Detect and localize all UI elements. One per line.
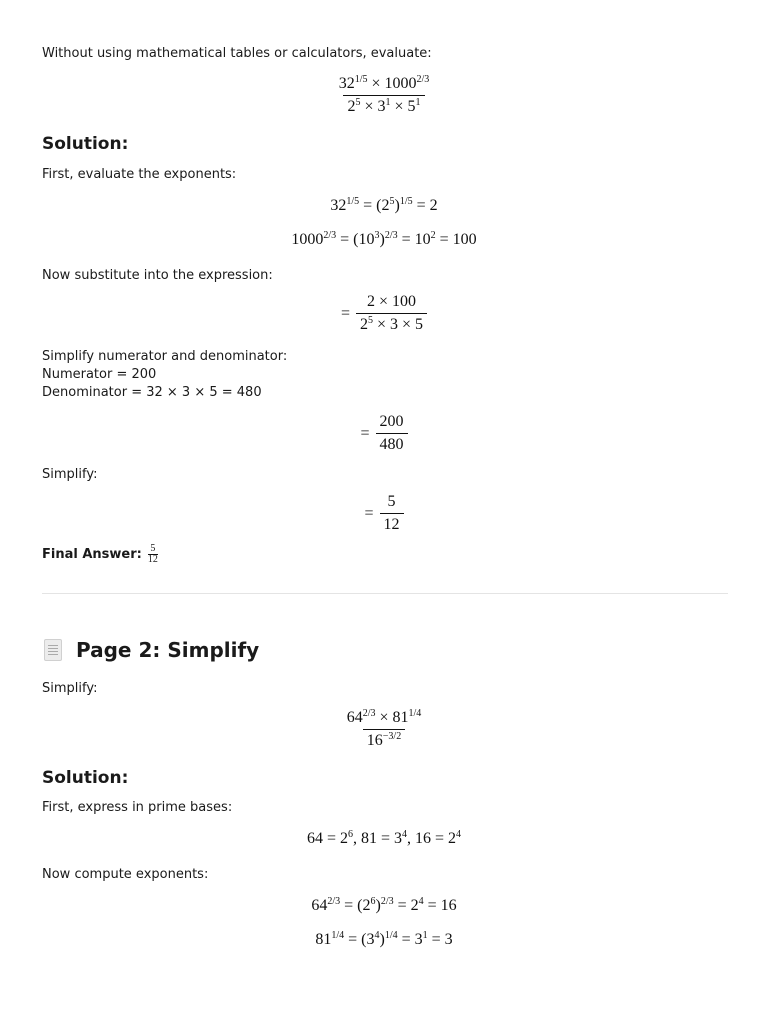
final-answer-numerator: 5 bbox=[150, 543, 156, 554]
fraction-numerator: 5 bbox=[387, 493, 396, 510]
document-icon bbox=[44, 639, 62, 661]
step-simplify-parts: Simplify numerator and denominator: bbox=[42, 349, 288, 364]
substituted-numerator: 2 × 100 bbox=[366, 293, 417, 310]
final-answer bbox=[42, 544, 158, 565]
equation-1000-power: $1000^{2/3} = (10^3)^{2/3} = 10^2 = 100$ bbox=[291, 230, 477, 248]
page-2-step-compute: Now compute exponents: bbox=[42, 867, 209, 882]
page-2-prompt: Simplify: bbox=[42, 681, 98, 696]
problem-intro: Without using mathematical tables or calculators, evaluate: bbox=[42, 46, 432, 61]
solution-heading: Solution: bbox=[42, 134, 129, 154]
problem-1-numerator: $32^{1/5} \times 1000^{2/3}$ bbox=[338, 74, 430, 92]
fraction-200-480 bbox=[0, 413, 768, 454]
page-2-heading bbox=[44, 638, 259, 662]
equation-64-power: $64^{2/3} = (2^6)^{2/3} = 2^4 = 16$ bbox=[311, 896, 457, 914]
step-simplify: Simplify: bbox=[42, 467, 98, 482]
problem-1-denominator: $2^5 \times 3^1 \times 5^1$ bbox=[343, 95, 424, 116]
step-substitute: Now substitute into the expression: bbox=[42, 268, 273, 283]
equation-32-power: $32^{1/5} = (2^5)^{1/5} = 2$ bbox=[330, 196, 438, 214]
problem-2-expression bbox=[0, 709, 768, 750]
page-2-title: Page 2: Simplify bbox=[76, 638, 260, 662]
problem-1-expression bbox=[0, 75, 768, 116]
problem-2-numerator: $64^{2/3} \times 81^{1/4}$ bbox=[346, 708, 422, 726]
page-2-solution-heading: Solution: bbox=[42, 768, 129, 788]
denominator-line: Denominator = 32 × 3 × 5 = 480 bbox=[42, 385, 262, 400]
section-divider bbox=[42, 593, 728, 594]
equals-sign: = bbox=[340, 304, 350, 322]
substituted-expression bbox=[0, 293, 768, 334]
fraction-5-12 bbox=[0, 493, 768, 534]
fraction-denominator: 12 bbox=[380, 513, 404, 534]
fraction-denominator: 480 bbox=[376, 433, 408, 454]
step-evaluate-exponents: First, evaluate the exponents: bbox=[42, 167, 237, 182]
substituted-denominator: $2^5 \times 3 \times 5$ bbox=[356, 313, 427, 334]
fraction-numerator: 200 bbox=[379, 413, 404, 430]
equation-prime-bases: $64 = 2^6$, $81 = 3^4$, $16 = 2^4$ bbox=[306, 829, 462, 847]
final-answer-denominator: 12 bbox=[147, 554, 158, 565]
equals-sign: = bbox=[360, 424, 370, 442]
final-answer-label: Final Answer: bbox=[42, 547, 142, 562]
equation-81-power: $81^{1/4} = (3^4)^{1/4} = 3^1 = 3$ bbox=[315, 930, 453, 948]
equals-sign: = bbox=[364, 504, 374, 522]
numerator-line: Numerator = 200 bbox=[42, 367, 157, 382]
page-2-step-prime-bases: First, express in prime bases: bbox=[42, 800, 233, 815]
problem-2-denominator: $16^{-3/2}$ bbox=[363, 729, 405, 750]
final-answer-fraction bbox=[148, 544, 158, 565]
